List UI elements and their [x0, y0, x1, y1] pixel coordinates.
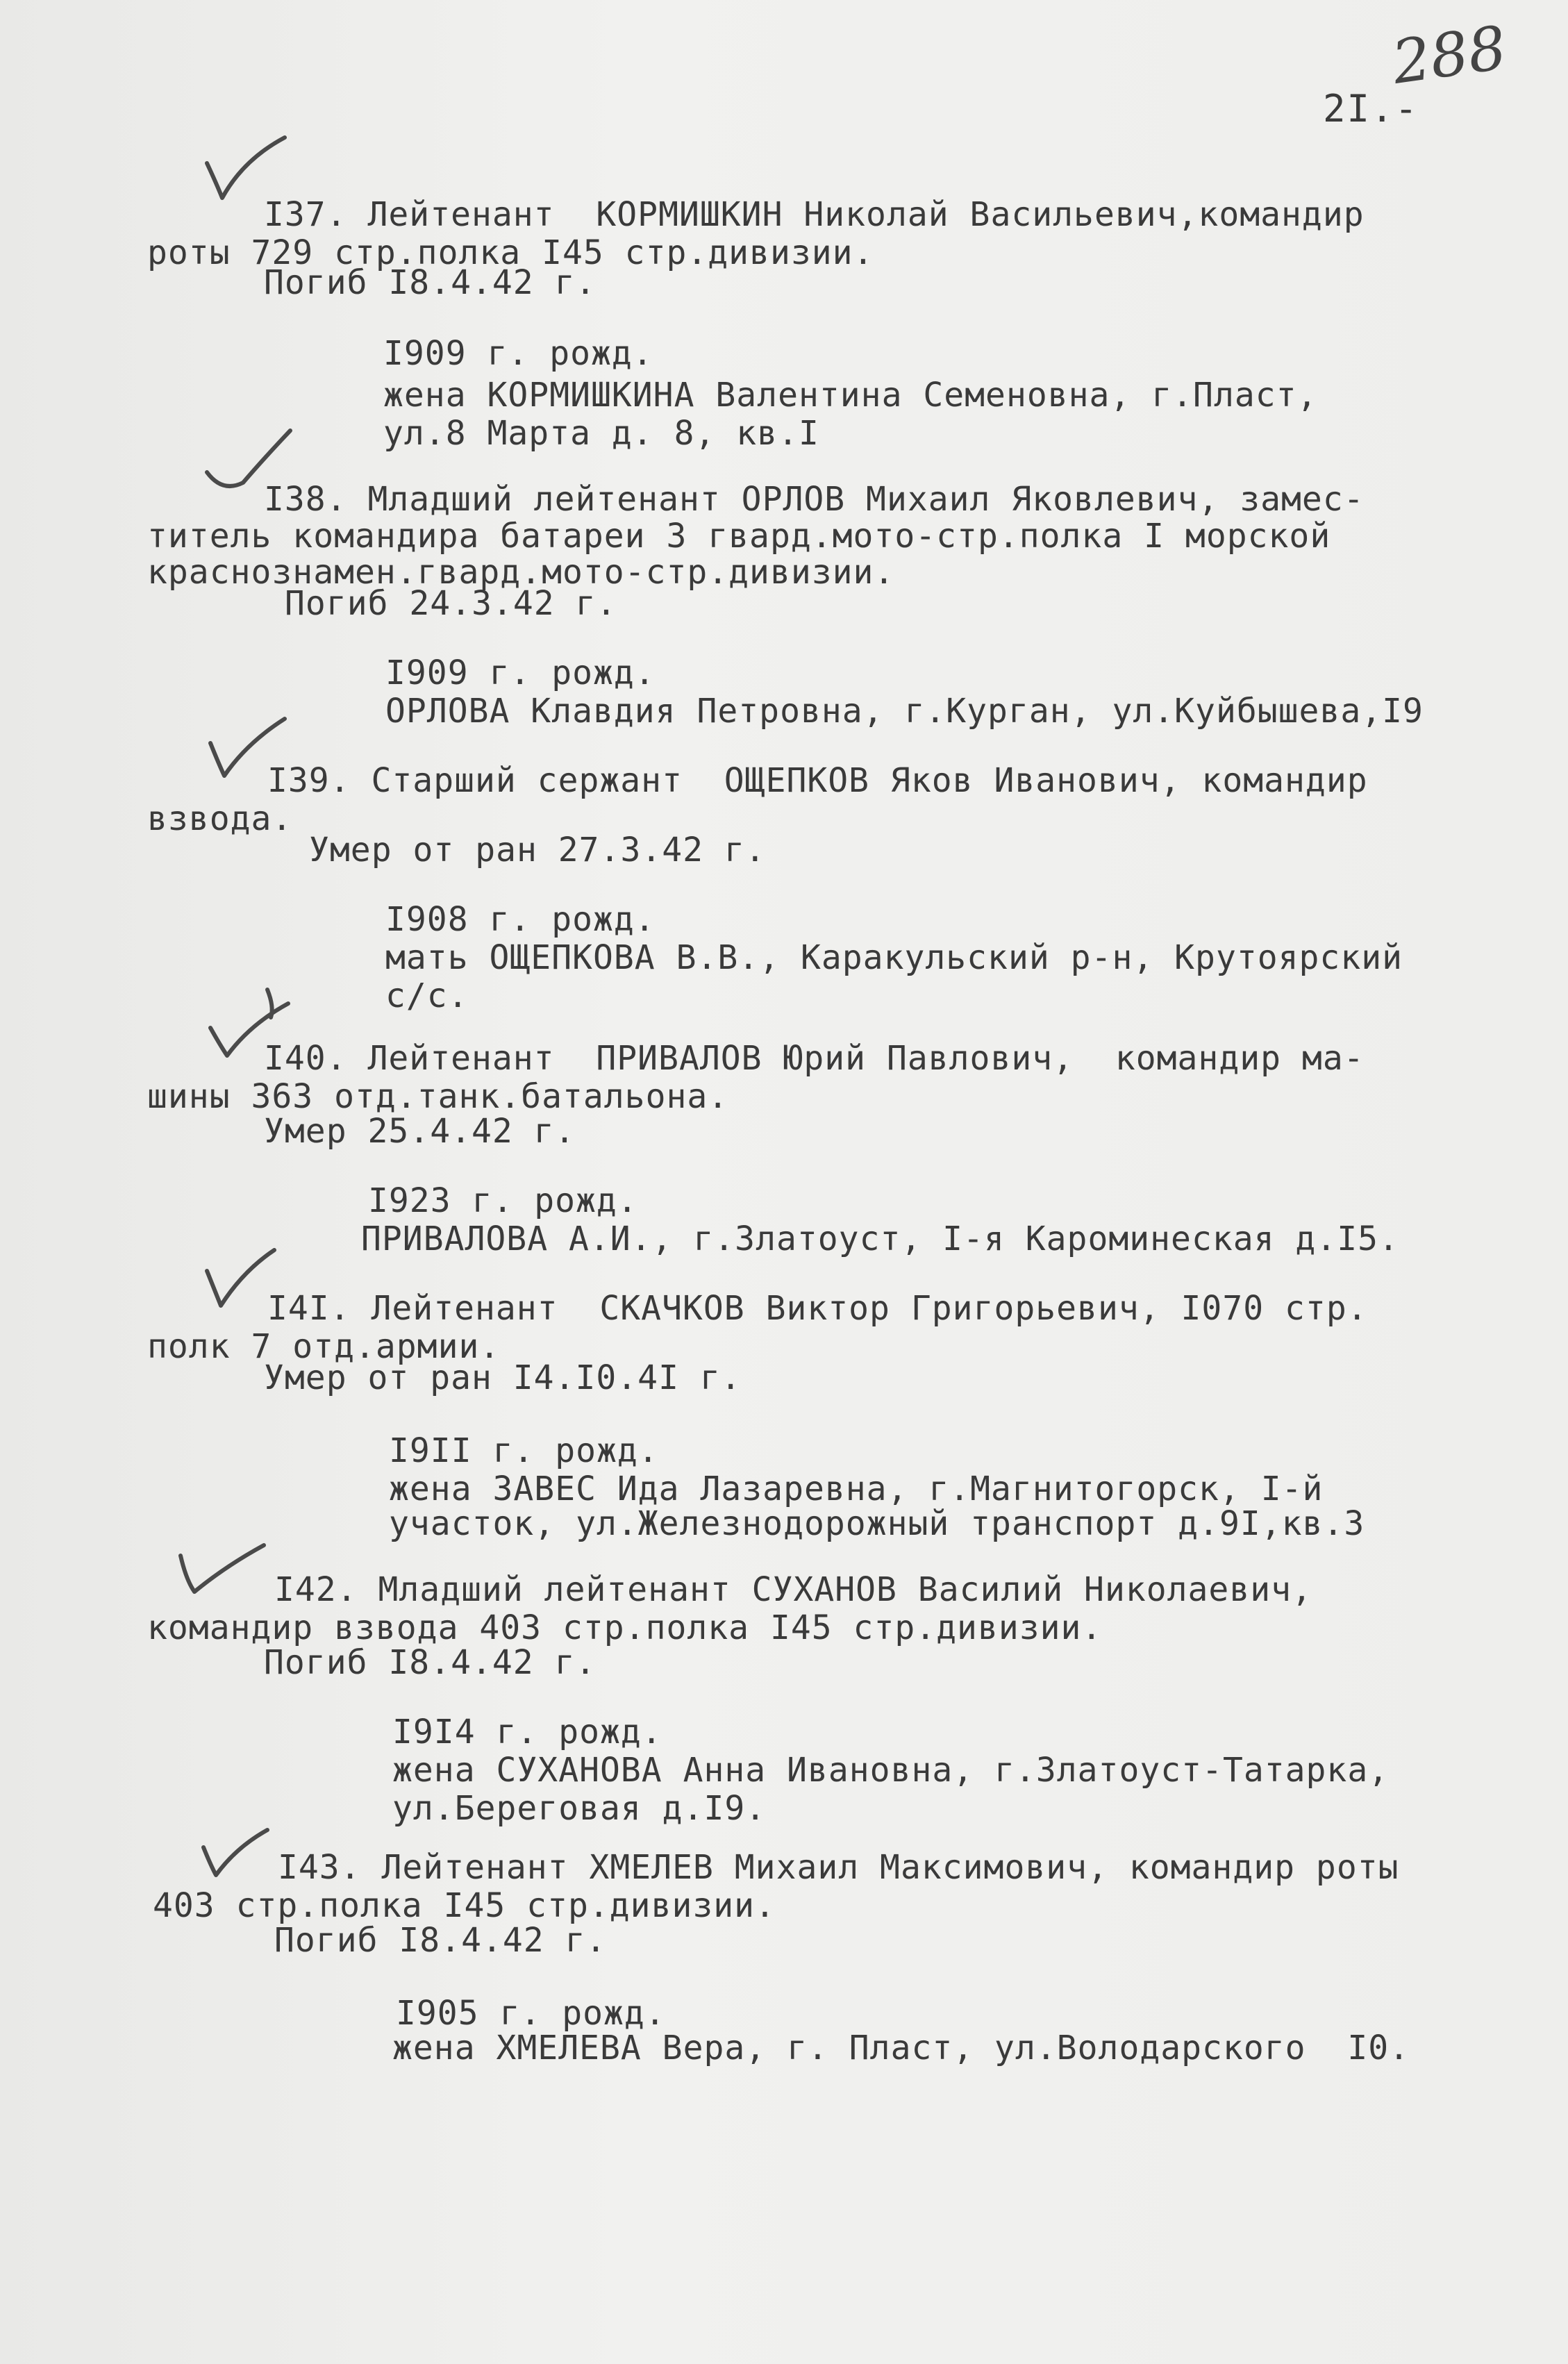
entry-record-line: титель командира батареи 3 гвард.мото-стр.полка I морской — [147, 517, 1331, 556]
entry-record-line: I4I. Лейтенант СКАЧКОВ Виктор Григорьевич, I070 стр. — [267, 1289, 1368, 1328]
entry-record-line: I42. Младший лейтенант СУХАНОВ Василий Николаевич, — [274, 1570, 1312, 1609]
entry-record-line: взвода. — [147, 799, 293, 838]
entry-relative: жена СУХАНОВА Анна Ивановна, г.Златоуст-Татарка, — [392, 1751, 1390, 1790]
entry-relative: жена ЗАВЕС Ида Лазаревна, г.Магнитогорск, I-й — [389, 1470, 1324, 1508]
entry-status: Умер от ран I4.I0.4I г. — [264, 1358, 742, 1397]
entry-status: Умер 25.4.42 г. — [264, 1112, 576, 1151]
entry-record-line: I39. Старший сержант ОЩЕПКОВ Яков Иванович, командир — [267, 761, 1368, 800]
entry-record-line: I38. Младший лейтенант ОРЛОВ Михаил Яковлевич, замес- — [264, 480, 1365, 519]
entry-birth: I909 г. рожд. — [385, 654, 656, 692]
entry-record-line: шины 363 отд.танк.батальона. — [147, 1077, 729, 1116]
archive-page-number: 288 — [1387, 13, 1511, 98]
checkmark-icon — [174, 1528, 271, 1604]
entry-birth: I905 г. рожд. — [396, 1994, 666, 2033]
entry-birth: I909 г. рожд. — [383, 334, 653, 373]
entry-status: Погиб I8.4.42 г. — [264, 1643, 597, 1682]
entry-birth: I923 г. рожд. — [368, 1181, 638, 1220]
entry-relative: жена КОРМИШКИНА Валентина Семеновна, г.Пласт, — [383, 376, 1318, 415]
entry-relative: ОРЛОВА Клавдия Петровна, г.Курган, ул.Куйбышева,I9 — [385, 692, 1424, 731]
entry-record-line: 403 стр.полка I45 стр.дивизии. — [153, 1886, 776, 1925]
entry-relative: ул.Береговая д.I9. — [392, 1789, 767, 1828]
entry-record-line: I43. Лейтенант ХМЕЛЕВ Михаил Максимович, командир роты — [278, 1848, 1399, 1887]
entry-birth: I908 г. рожд. — [385, 900, 656, 939]
entry-record-line: роты 729 стр.полка I45 стр.дивизии. — [147, 233, 874, 272]
entry-status: Погиб I8.4.42 г. — [264, 263, 597, 302]
entry-status: Умер от ран 27.3.42 г. — [309, 831, 766, 869]
entry-record-line: полк 7 отд.армии. — [147, 1327, 501, 1366]
entry-birth: I9I4 г. рожд. — [392, 1713, 662, 1751]
entry-status: Погиб 24.3.42 г. — [285, 584, 617, 623]
entry-record-line: краснознамен.гвард.мото-стр.дивизии. — [147, 553, 895, 592]
entry-record-line: I37. Лейтенант КОРМИШКИН Николай Васильевич,командир — [264, 195, 1365, 234]
entry-relative: участок, ул.Железнодорожный транспорт д.9I,кв.3 — [389, 1504, 1365, 1543]
entry-relative: мать ОЩЕПКОВА В.В., Каракульский р-н, Крутоярский — [385, 938, 1403, 977]
entry-relative: с/с. — [385, 976, 469, 1015]
entry-relative: жена ХМЕЛЕВА Вера, г. Пласт, ул.Володарского I0. — [392, 2029, 1410, 2067]
entry-record-line: I40. Лейтенант ПРИВАЛОВ Юрий Павлович, командир ма- — [264, 1039, 1365, 1078]
entry-relative: ПРИВАЛОВА А.И., г.Златоуст, I-я Кароминеская д.I5. — [361, 1220, 1399, 1258]
entry-status: Погиб I8.4.42 г. — [274, 1921, 607, 1960]
page-number: 2I.- — [1323, 87, 1419, 131]
entry-record-line: командир взвода 403 стр.полка I45 стр.дивизии. — [147, 1608, 1103, 1647]
entry-relative: ул.8 Марта д. 8, кв.I — [383, 414, 819, 453]
entry-birth: I9II г. рожд. — [389, 1431, 659, 1470]
